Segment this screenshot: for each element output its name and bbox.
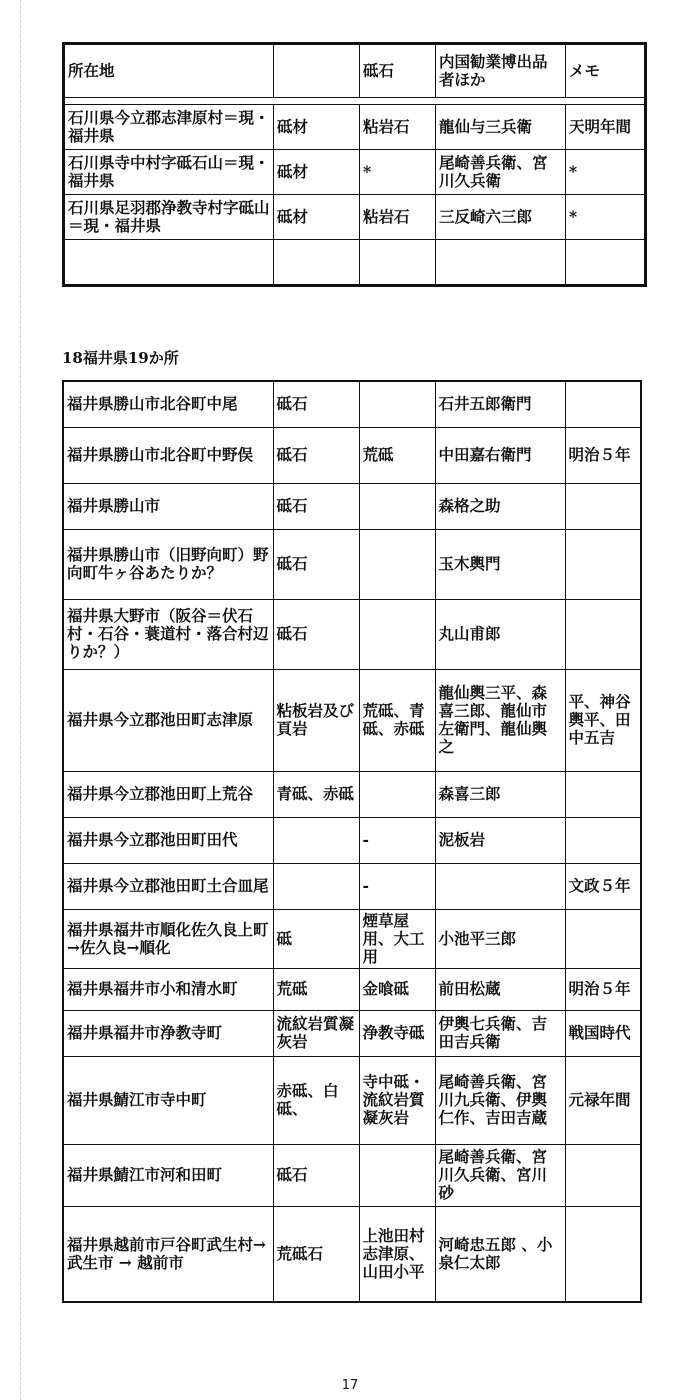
table-cell: 赤砥、白砥、 — [273, 1056, 359, 1144]
table-cell — [273, 863, 359, 909]
table-cell: 森喜三郎 — [435, 771, 565, 817]
table-row — [63, 817, 641, 863]
table-cell: 伊輿七兵衛、吉田吉兵衛 — [435, 1010, 565, 1056]
table-cell — [274, 240, 360, 286]
table-cell: 福井県勝山市北谷町中野俣 — [63, 427, 273, 483]
table-2 — [62, 380, 642, 1303]
table-row — [63, 427, 641, 483]
table-cell: 福井県大野市（阪谷＝伏石村・石谷・蓑道村・落合村辺りか？） — [63, 599, 273, 669]
table-row — [63, 381, 641, 427]
table-cell: 福井県福井市浄教寺町 — [63, 1010, 273, 1056]
header-cell: 砥石 — [360, 44, 436, 98]
table-row — [63, 1144, 641, 1206]
table-cell — [565, 771, 641, 817]
table-cell: 福井県今立郡池田町志津原 — [63, 669, 273, 771]
table-cell — [565, 817, 641, 863]
table-row — [63, 483, 641, 529]
section-title: 18福井県19か所 — [62, 349, 179, 367]
table-cell: 青砥、赤砥 — [273, 771, 359, 817]
table-cell: 砥材 — [274, 150, 360, 195]
table-cell: 尾崎善兵衛、宮川久兵衛 — [436, 150, 566, 195]
header-cell: メモ — [566, 44, 646, 98]
table-cell: 荒砥 — [359, 427, 435, 483]
table-row — [63, 529, 641, 599]
table-cell: 平、神谷輿平、田中五吉 — [565, 669, 641, 771]
table-cell — [565, 599, 641, 669]
table-cell: 天明年間 — [566, 105, 646, 150]
table-cell — [435, 863, 565, 909]
table-cell — [359, 529, 435, 599]
table-row — [64, 105, 646, 150]
table-cell: 砥 — [273, 909, 359, 968]
table-cell: 文政５年 — [565, 863, 641, 909]
table-cell: 福井県勝山市北谷町中尾 — [63, 381, 273, 427]
table-cell: 荒砥石 — [273, 1206, 359, 1302]
table-cell: * — [566, 150, 646, 195]
table-cell: 福井県鯖江市河和田町 — [63, 1144, 273, 1206]
table-row — [64, 240, 646, 286]
table-cell: - — [359, 817, 435, 863]
scan-edge-line — [20, 0, 21, 1400]
table-cell: 福井県鯖江市寺中町 — [63, 1056, 273, 1144]
table-cell — [565, 483, 641, 529]
table-cell: 森格之助 — [435, 483, 565, 529]
table-cell: 龍仙輿三平、森喜三郎、龍仙市左衛門、龍仙輿之 — [435, 669, 565, 771]
table-cell: 粘板岩及び頁岩 — [273, 669, 359, 771]
table-cell — [360, 240, 436, 286]
table-cell: 荒砥、青砥、赤砥 — [359, 669, 435, 771]
table-cell: 明治５年 — [565, 968, 641, 1010]
table-row — [63, 1010, 641, 1056]
table-cell: 中田嘉右衛門 — [435, 427, 565, 483]
table-1 — [62, 42, 647, 287]
header-cell — [274, 44, 360, 98]
table-cell — [566, 240, 646, 286]
table-cell: 石川県今立郡志津原村＝現・福井県 — [64, 105, 274, 150]
table-cell: 粘岩石 — [360, 105, 436, 150]
table-cell: 泥板岩 — [435, 817, 565, 863]
table-cell: 小池平三郎 — [435, 909, 565, 968]
page-number: 17 — [341, 1378, 359, 1393]
table-cell: 福井県越前市戸谷町武生村→武生市 → 越前市 — [63, 1206, 273, 1302]
table-cell: 福井県勝山市（旧野向町）野向町牛ヶ谷あたりか？ — [63, 529, 273, 599]
table-row — [63, 863, 641, 909]
table-cell: 粘岩石 — [360, 195, 436, 240]
table-cell — [359, 771, 435, 817]
table-cell: 上池田村志津原、山田小平 — [359, 1206, 435, 1302]
table-cell: 尾崎善兵衛、宮川久兵衛、宮川砂 — [435, 1144, 565, 1206]
table-cell: 尾崎善兵衛、宮川九兵衛、伊輿仁作、吉田吉蔵 — [435, 1056, 565, 1144]
table-1-separator — [64, 98, 646, 105]
header-cell: 内国勧業博出品者ほか — [436, 44, 566, 98]
table-cell: 砥材 — [274, 195, 360, 240]
table-cell: * — [360, 150, 436, 195]
table-cell: 福井県今立郡池田町田代 — [63, 817, 273, 863]
table-cell — [565, 1144, 641, 1206]
table-cell: 福井県今立郡池田町土合皿尾 — [63, 863, 273, 909]
table-cell — [359, 599, 435, 669]
table-cell: 前田松蔵 — [435, 968, 565, 1010]
table-row — [64, 195, 646, 240]
table-cell — [359, 381, 435, 427]
table-cell — [359, 1144, 435, 1206]
table-cell: 砥石 — [273, 529, 359, 599]
table-cell: 砥石 — [273, 1144, 359, 1206]
table-cell — [273, 817, 359, 863]
table-cell: 三反崎六三郎 — [436, 195, 566, 240]
table-cell: * — [566, 195, 646, 240]
table-cell: 戦国時代 — [565, 1010, 641, 1056]
table-1-header-row — [64, 44, 646, 98]
table-cell: 砥石 — [273, 483, 359, 529]
table-cell: 砥材 — [274, 105, 360, 150]
table-cell — [565, 909, 641, 968]
table-cell: 丸山甫郎 — [435, 599, 565, 669]
table-cell: 寺中砥・流紋岩質凝灰岩 — [359, 1056, 435, 1144]
table-cell — [565, 529, 641, 599]
table-cell: 福井県福井市順化佐久良上町→佐久良→順化 — [63, 909, 273, 968]
table-cell: 福井県福井市小和清水町 — [63, 968, 273, 1010]
table-cell: 金喰砥 — [359, 968, 435, 1010]
table-row — [63, 669, 641, 771]
table-2-body — [63, 381, 641, 1302]
table-cell: - — [359, 863, 435, 909]
table-cell: 明治５年 — [565, 427, 641, 483]
table-cell: 砥石 — [273, 599, 359, 669]
table-cell: 石川県寺中村字砥石山＝現・福井県 — [64, 150, 274, 195]
table-row — [63, 909, 641, 968]
table-cell — [64, 240, 274, 286]
table-cell: 荒砥 — [273, 968, 359, 1010]
table-row — [63, 968, 641, 1010]
table-cell: 石井五郎衛門 — [435, 381, 565, 427]
table-cell: 福井県勝山市 — [63, 483, 273, 529]
table-row — [63, 599, 641, 669]
table-cell: 石川県足羽郡浄教寺村字砥山＝現・福井県 — [64, 195, 274, 240]
table-cell — [565, 381, 641, 427]
table-cell: 砥石 — [273, 381, 359, 427]
table-cell — [436, 240, 566, 286]
table-row — [63, 1206, 641, 1302]
header-cell: 所在地 — [64, 44, 274, 98]
table-cell: 河崎忠五郎 、小泉仁太郎 — [435, 1206, 565, 1302]
table-cell — [359, 483, 435, 529]
table-cell — [565, 1206, 641, 1302]
table-row — [63, 1056, 641, 1144]
table-cell: 煙草屋用、大工用 — [359, 909, 435, 968]
table-cell: 龍仙与三兵衛 — [436, 105, 566, 150]
table-cell: 福井県今立郡池田町上荒谷 — [63, 771, 273, 817]
table-cell: 玉木輿門 — [435, 529, 565, 599]
table-cell: 元禄年間 — [565, 1056, 641, 1144]
table-cell: 流紋岩質凝灰岩 — [273, 1010, 359, 1056]
table-row — [64, 150, 646, 195]
table-row — [63, 771, 641, 817]
table-cell: 砥石 — [273, 427, 359, 483]
table-cell: 浄教寺砥 — [359, 1010, 435, 1056]
